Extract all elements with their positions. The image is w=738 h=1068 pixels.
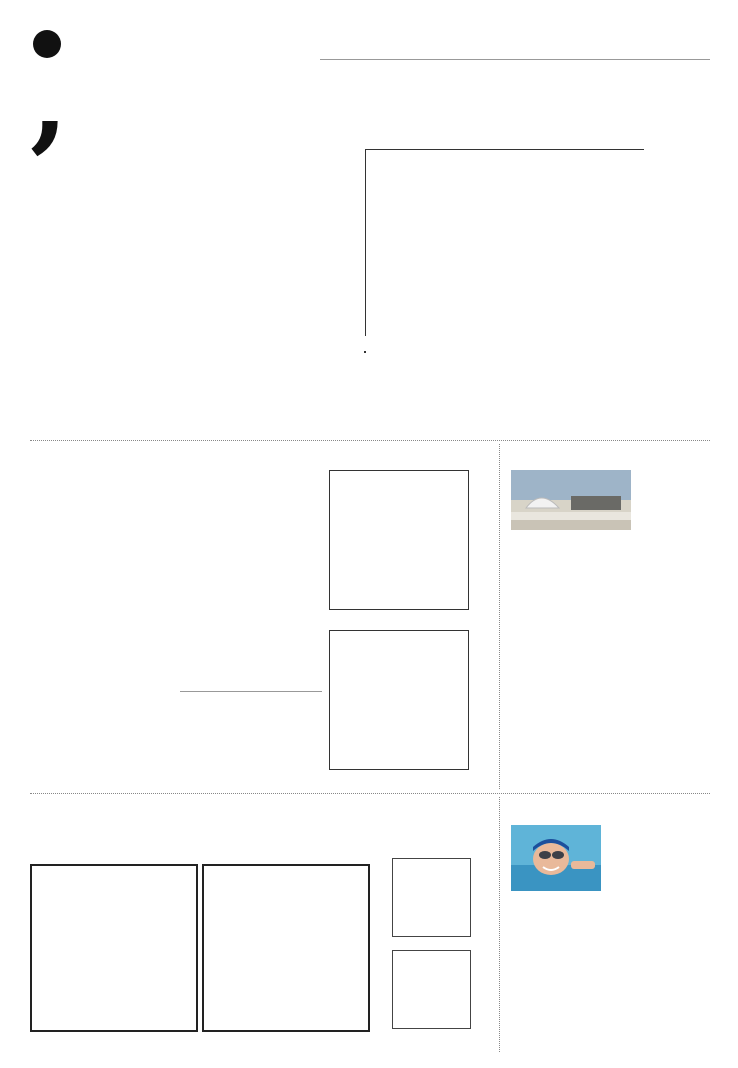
sudoku-solution-1	[392, 858, 471, 937]
checkers-board-1665	[329, 470, 469, 610]
checkers-board-1666	[329, 630, 469, 770]
crossword-grid	[365, 149, 644, 336]
doorloper-solution-end	[478, 393, 613, 404]
column-divider-2	[499, 797, 500, 1052]
swimmer-photo	[511, 825, 601, 891]
sudoku-puzzle-1	[30, 864, 198, 1032]
section-divider	[30, 440, 710, 441]
send-note-rule	[180, 691, 322, 692]
comma-logo-icon: ,	[30, 35, 69, 164]
crossword-keyword-strip	[364, 351, 366, 353]
header-rule	[320, 59, 710, 60]
sudoku-puzzle-2	[202, 864, 370, 1032]
sudoku-solution-2	[392, 950, 471, 1029]
shrine-of-the-book-photo	[511, 470, 631, 530]
dammen-article-column-2	[180, 470, 322, 472]
section-divider-2	[30, 793, 710, 794]
column-divider	[499, 444, 500, 789]
